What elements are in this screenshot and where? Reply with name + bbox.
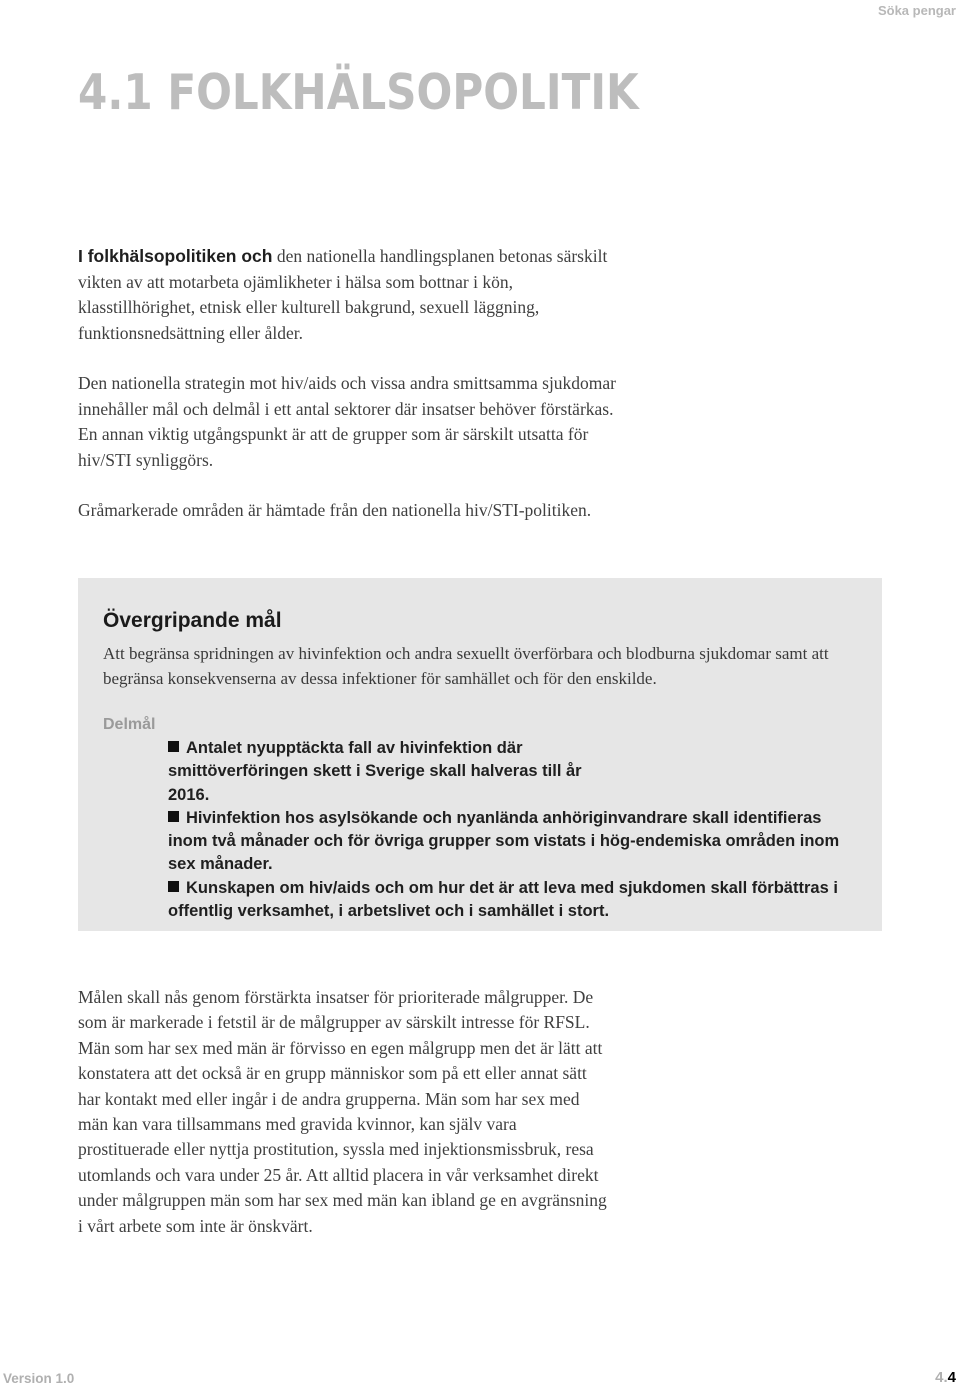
version-label: Version 1.0 xyxy=(3,1371,75,1386)
subgoal-item xyxy=(168,877,848,924)
page-number xyxy=(935,1369,956,1386)
subgoal-text: Hivinfektion hos asylsökande och nyanlända anhöriginvandrare skall identifieras inom två månader och för övriga grupper som vistats i hög-endemiska områden inom sex månader. xyxy=(168,808,840,874)
subgoal-list xyxy=(168,737,858,923)
subgoal-item xyxy=(168,807,858,877)
running-head: Söka pengar xyxy=(877,3,956,18)
gray-note-paragraph: Gråmarkerade områden är hämtade från den nationella hiv/STI-politiken. xyxy=(78,500,592,520)
strategy-paragraph: Den nationella strategin mot hiv/aids och vissa andra smittsamma sjukdomar innehåller mål och delmål i ett antal sektorer där insatser behöver förstärkas. En annan viktig utgångspunkt är att de grupper som är särskilt utsatta för hiv/STI synliggörs. xyxy=(78,373,617,470)
goal-title: Övergripande mål xyxy=(103,609,282,632)
intro-text: den nationella handlingsplanen betonas särskilt vikten av att motarbeta ojämlikheter i hälsa som bottnar i kön, klasstillhörighet, etnisk eller kulturell bakgrund, sexuell läggning, funktionsnedsättning eller ålder. xyxy=(78,246,608,343)
square-bullet-icon xyxy=(168,811,179,822)
subgoal-text: Kunskapen om hiv/aids och om hur det är att leva med sjukdomen skall förbättras i offentlig verksamhet, i arbetslivet och i samhället i stort. xyxy=(168,878,838,921)
subgoal-item xyxy=(168,737,588,807)
page-title: 4.1 FOLKHÄLSOPOLITIK xyxy=(78,64,639,121)
page-number-value: 4 xyxy=(947,1369,956,1386)
page-number-prefix: 4. xyxy=(935,1369,948,1386)
goal-box xyxy=(78,578,882,931)
goal-text: Att begränsa spridningen av hivinfektion och andra sexuellt överförbara och blodburna sjukdomar samt att begränsa konsekvenserna av dessa infektioner för samhället och för den enskilde. xyxy=(103,644,829,688)
subgoal-label: Delmål xyxy=(103,716,156,733)
intro-paragraph xyxy=(78,244,608,346)
target-groups-paragraph: Målen skall nås genom förstärkta insatser för prioriterade målgrupper. De som är markerade i fetstil är de målgrupper av särskilt intresse för RFSL. Män som har sex med män är förvisso en egen målgrupp men det är lätt att konstatera att det också är en grupp människor som på ett eller annat sätt har kontakt med eller ingår i de andra grupperna. Män som har sex med män kan vara tillsammans med gravida kvinnor, kan själv vara prostituerade eller nyttja prostitution, syssla med injektionsmissbruk, resa utomlands och vara under 25 år. Att alltid placera in vår verksamhet direkt under målgruppen män som har sex med män kan ibland ge en avgränsning i vårt arbete som inte är önskvärt. xyxy=(78,987,607,1236)
square-bullet-icon xyxy=(168,881,179,892)
intro-lead: I folkhälsopolitiken och xyxy=(78,246,273,266)
square-bullet-icon xyxy=(168,741,179,752)
subgoal-text: Antalet nyupptäckta fall av hivinfektion där smittöverföringen skett i Sverige skall halveras till år 2016. xyxy=(168,739,582,804)
